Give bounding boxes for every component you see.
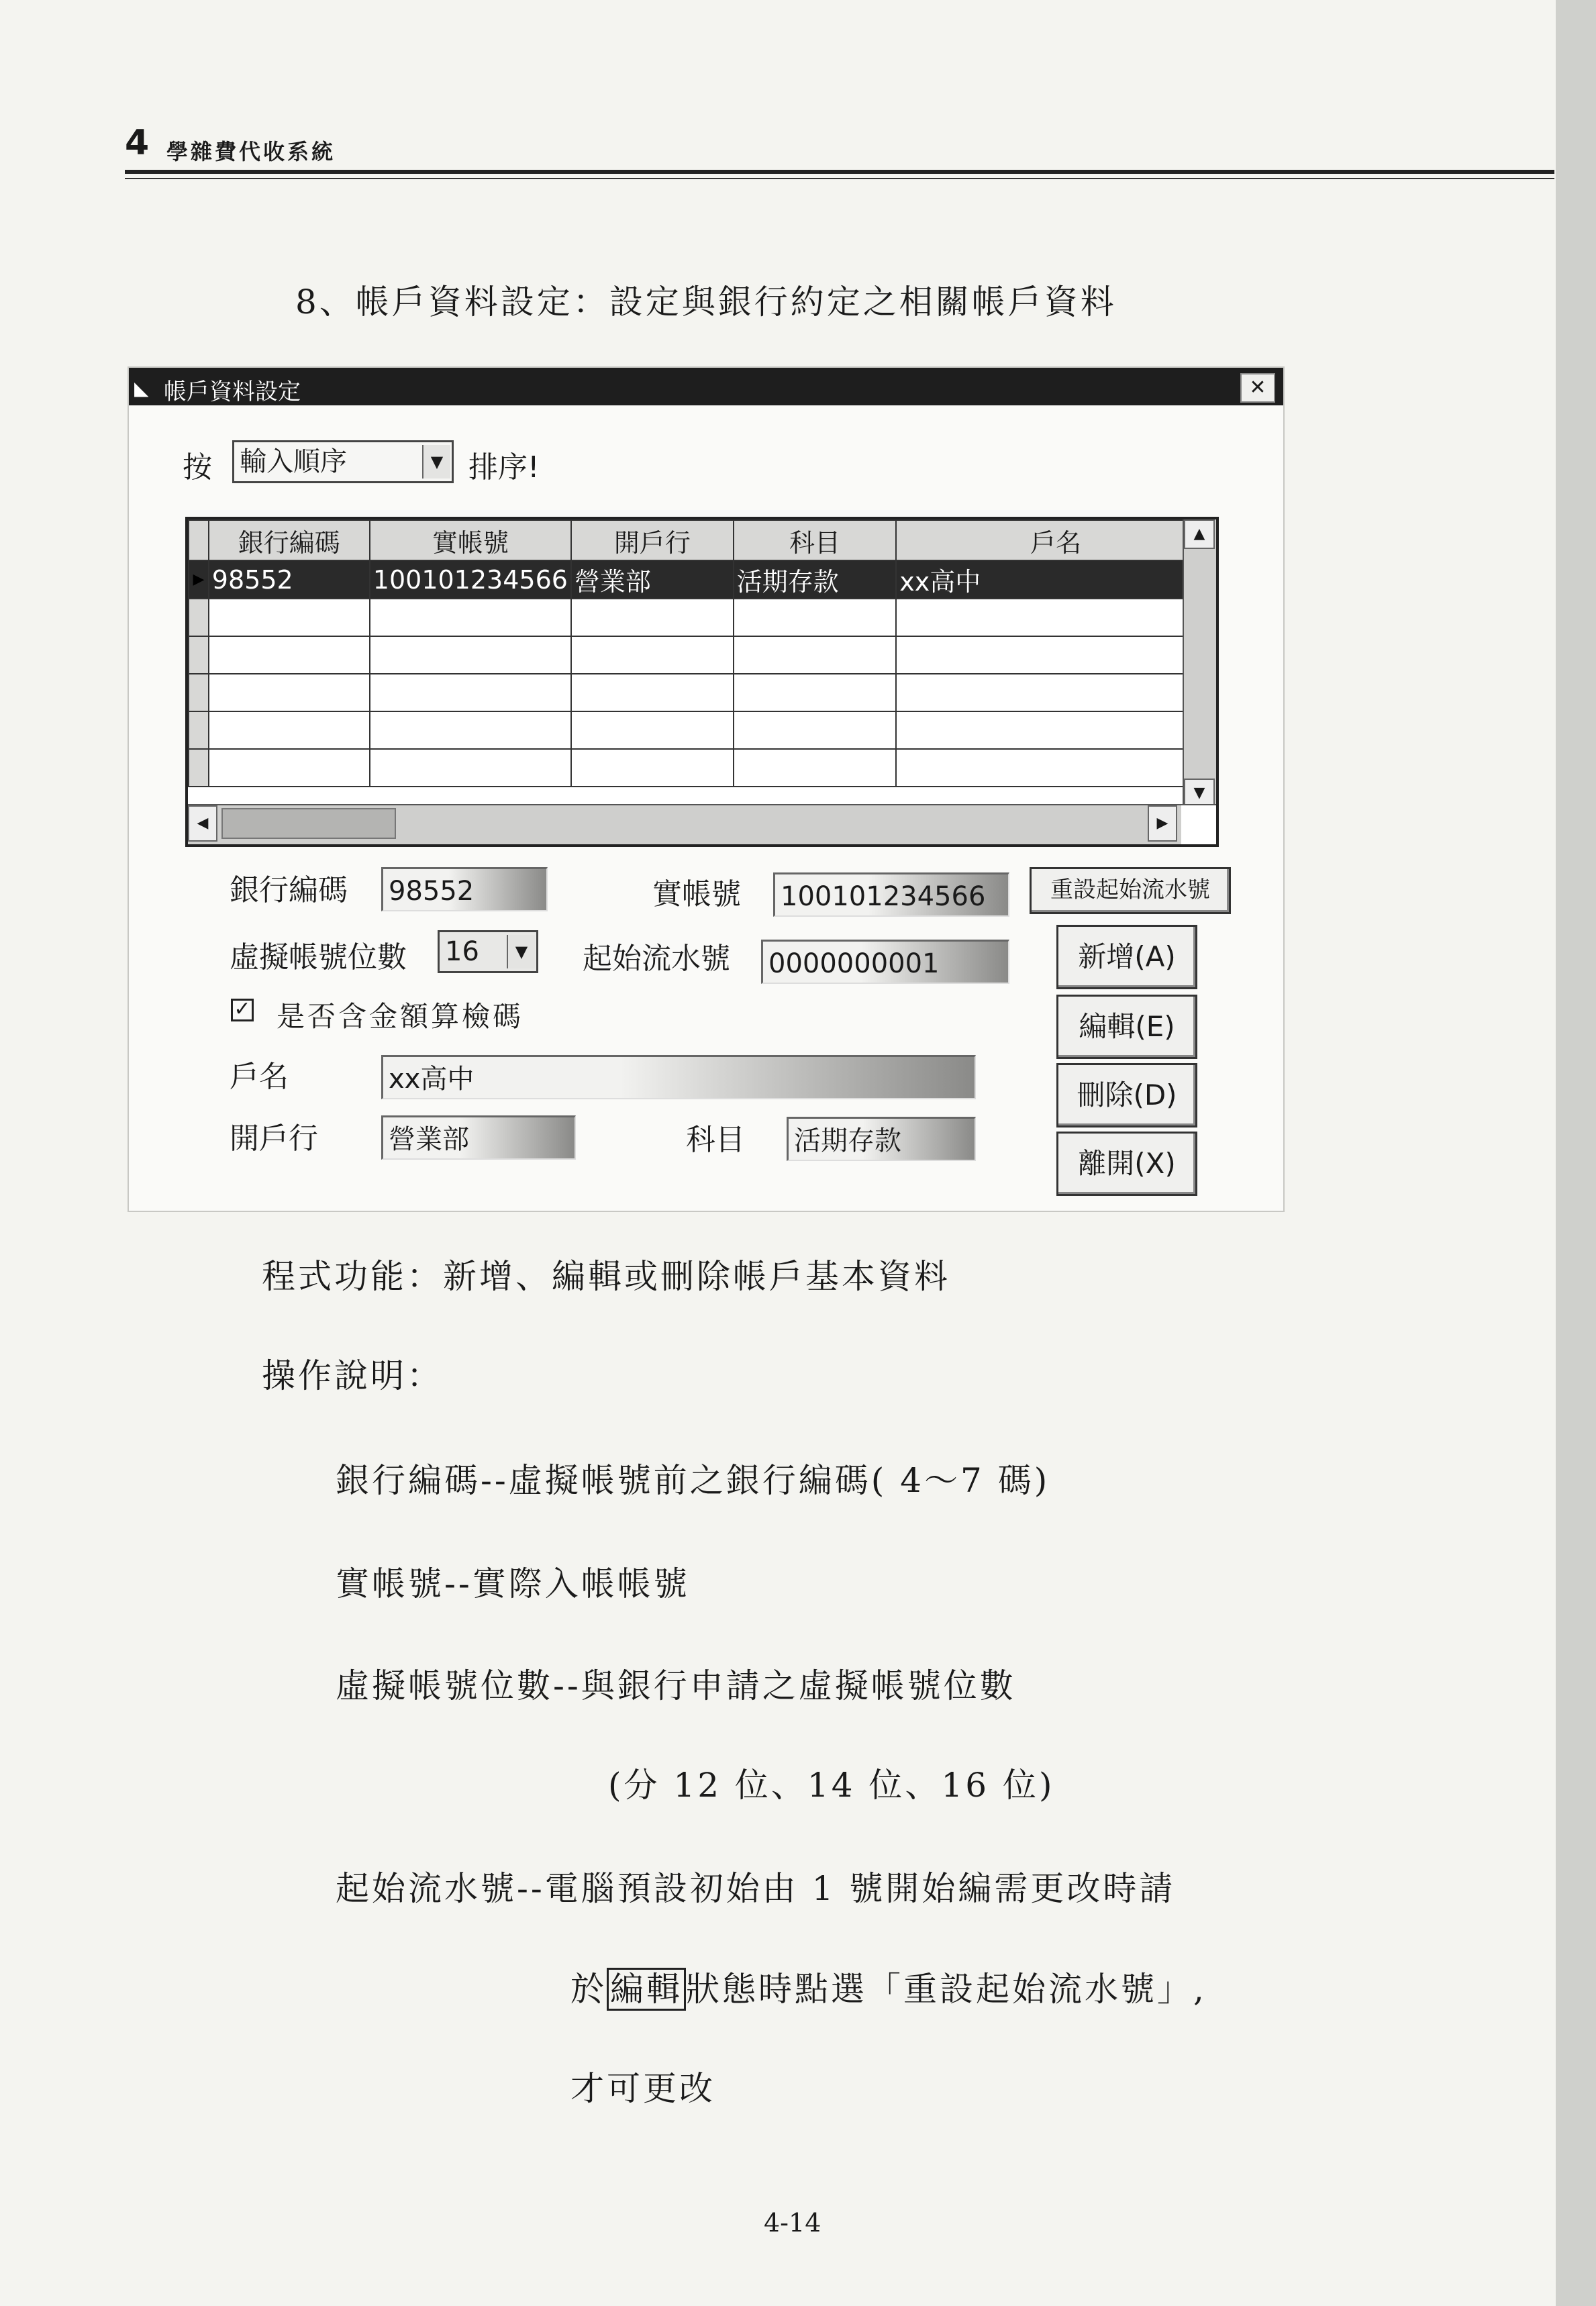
cell[interactable] (209, 599, 370, 636)
page-number: 4-14 (764, 2208, 821, 2238)
cell[interactable] (571, 711, 734, 749)
table-row[interactable] (189, 674, 1215, 711)
cell[interactable] (896, 599, 1215, 636)
scrollbar-thumb[interactable] (221, 808, 396, 839)
accounts-grid[interactable] (185, 517, 1219, 847)
instruction-bank-code: 銀行編碼--虛擬帳號前之銀行編碼( 4～7 碼) (336, 1461, 1050, 1500)
chevron-down-icon[interactable]: ▼ (422, 445, 450, 479)
column-header-bank-code[interactable]: 銀行編碼 (209, 520, 370, 560)
scroll-left-icon[interactable]: ◀ (188, 805, 217, 842)
instruction-start-serial: 起始流水號--電腦預設初始由 1 號開始編需更改時請 (336, 1869, 1176, 1908)
cell[interactable] (370, 599, 571, 636)
horizontal-scrollbar[interactable] (188, 804, 1219, 844)
cell[interactable] (896, 674, 1215, 711)
header-rule-thin (125, 178, 1554, 179)
column-header-name[interactable]: 戶名 (896, 520, 1215, 560)
close-button[interactable]: ✕ (1240, 373, 1275, 403)
cell-bank-code[interactable]: 98552 (209, 560, 370, 599)
cell-branch[interactable]: 營業部 (571, 560, 734, 599)
instruction-text: 狀態時點選「重設起始流水號」, (686, 1970, 1207, 2009)
instruction-virtual-digits-detail: (分 12 位、14 位、16 位) (608, 1766, 1055, 1805)
checksum-checkbox-label: 是否含金額算檢碼 (277, 1000, 524, 1033)
cell[interactable] (571, 749, 734, 787)
cell[interactable] (209, 711, 370, 749)
virtual-digits-select[interactable] (438, 930, 538, 973)
row-indicator-icon: ▶ (189, 560, 209, 599)
instruction-start-serial-line3: 才可更改 (570, 2069, 715, 2108)
cell[interactable] (370, 636, 571, 674)
sort-order-select[interactable] (232, 440, 454, 483)
branch-label: 開戶行 (230, 1121, 318, 1156)
edit-button[interactable]: 編輯(E) (1056, 995, 1197, 1059)
instruction-virtual-digits: 虛擬帳號位數--與銀行申請之虛擬帳號位數 (336, 1666, 1016, 1705)
table-row[interactable] (189, 599, 1215, 636)
cell[interactable] (209, 636, 370, 674)
name-input[interactable]: xx高中 (381, 1055, 976, 1099)
row-header (189, 674, 209, 711)
cell[interactable] (571, 599, 734, 636)
table-row[interactable] (189, 711, 1215, 749)
table-row[interactable] (189, 749, 1215, 787)
row-header (189, 711, 209, 749)
instructions-heading: 操作說明： (262, 1356, 443, 1395)
bank-code-input[interactable]: 98552 (381, 867, 548, 911)
cell[interactable] (370, 674, 571, 711)
table-row[interactable] (189, 636, 1215, 674)
cell[interactable] (571, 636, 734, 674)
cell[interactable] (734, 636, 897, 674)
page-edge (1556, 0, 1596, 2306)
page-header (125, 117, 1554, 178)
name-label: 戶名 (230, 1060, 289, 1094)
cell[interactable] (896, 711, 1215, 749)
cell[interactable] (896, 636, 1215, 674)
cell[interactable] (209, 749, 370, 787)
sort-prefix-label: 按 (183, 450, 212, 485)
account-settings-dialog (128, 366, 1285, 1212)
cell[interactable] (370, 749, 571, 787)
checksum-checkbox[interactable]: ✓ (231, 999, 254, 1021)
scroll-up-icon[interactable]: ▲ (1184, 519, 1215, 549)
scroll-down-icon[interactable]: ▼ (1184, 779, 1215, 808)
delete-button[interactable]: 刪除(D) (1056, 1063, 1197, 1127)
account-label: 實帳號 (652, 877, 741, 911)
reset-serial-button[interactable]: 重設起始流水號 (1030, 867, 1231, 914)
cell[interactable] (734, 711, 897, 749)
dialog-titlebar (129, 368, 1283, 405)
cell[interactable] (370, 711, 571, 749)
column-header-subject[interactable]: 科目 (734, 520, 897, 560)
chapter-title: 學雜費代收系統 (166, 139, 336, 164)
row-header (189, 599, 209, 636)
virtual-digits-value: 16 (445, 936, 479, 967)
virtual-digits-label: 虛擬帳號位數 (230, 940, 407, 974)
cell[interactable] (896, 749, 1215, 787)
exit-button[interactable]: 離開(X) (1056, 1132, 1197, 1196)
cell[interactable] (734, 674, 897, 711)
vertical-scrollbar[interactable] (1183, 519, 1216, 808)
account-input[interactable]: 100101234566 (773, 872, 1009, 917)
function-description: 程式功能：新增、編輯或刪除帳戶基本資料 (262, 1257, 950, 1296)
dialog-title: 帳戶資料設定 (164, 379, 301, 405)
cell[interactable] (209, 674, 370, 711)
chevron-down-icon[interactable]: ▼ (507, 935, 535, 968)
branch-input[interactable]: 營業部 (381, 1115, 576, 1160)
scroll-right-icon[interactable]: ▶ (1148, 805, 1177, 842)
instruction-account: 實帳號--實際入帳帳號 (336, 1564, 690, 1603)
cell-name[interactable]: xx高中 (896, 560, 1215, 599)
start-serial-input[interactable]: 0000000001 (761, 940, 1009, 984)
start-serial-label: 起始流水號 (583, 942, 730, 976)
sort-order-value: 輸入順序 (240, 446, 347, 477)
bank-code-label: 銀行編碼 (230, 873, 348, 907)
instruction-start-serial-line2 (570, 1962, 1207, 2011)
cell[interactable] (734, 599, 897, 636)
cell[interactable] (571, 674, 734, 711)
row-header (189, 749, 209, 787)
subject-input[interactable]: 活期存款 (787, 1117, 976, 1161)
cell-account[interactable]: 100101234566 (370, 560, 571, 599)
cell[interactable] (734, 749, 897, 787)
table-row[interactable] (189, 560, 1215, 599)
window-icon: ◣ (134, 377, 149, 399)
header-rule (125, 170, 1554, 174)
grid-corner (189, 520, 209, 560)
accounts-table (188, 519, 1216, 787)
section-title: 8、帳戶資料設定：設定與銀行約定之相關帳戶資料 (295, 283, 1117, 321)
chapter-number: 4 (125, 123, 150, 163)
scrollbar-corner (1181, 805, 1219, 844)
edit-keyword-box: 編輯 (607, 1968, 686, 2011)
instruction-text: 於 (570, 1970, 607, 2009)
column-header-branch[interactable]: 開戶行 (571, 520, 734, 560)
row-header (189, 636, 209, 674)
sort-suffix-label: 排序! (468, 450, 540, 485)
subject-label: 科目 (686, 1123, 745, 1157)
add-button[interactable]: 新增(A) (1056, 925, 1197, 989)
column-header-account[interactable]: 實帳號 (370, 520, 571, 560)
cell-subject[interactable]: 活期存款 (734, 560, 897, 599)
